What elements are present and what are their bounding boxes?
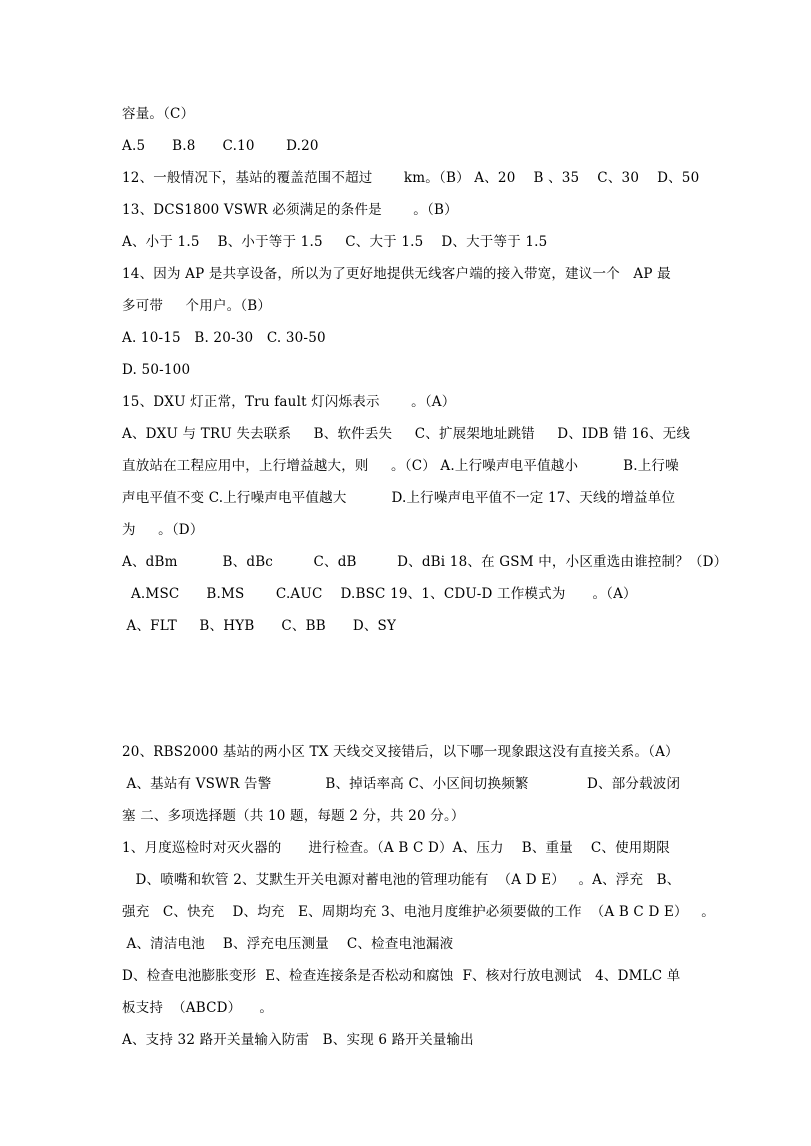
question-20: 20、RBS2000 基站的两小区 TX 天线交叉接错后，以下哪一现象跟这没有直接关系。（A） bbox=[122, 744, 679, 760]
question-12: 12、一般情况下，基站的覆盖范围不超过 km。（B） A、20 B 、35 C、30 D、50 bbox=[122, 170, 700, 186]
text-line: A、基站有 VSWR 告警 B、掉话率高 C、小区间切换频繁 D、部分载波闭 bbox=[122, 776, 681, 792]
text-line: 为 。（D） bbox=[122, 522, 204, 538]
text-line: D、喷嘴和软管 2、艾默生开关电源对蓄电池的管理功能有 （A D E） 。A、浮充 B、 bbox=[122, 872, 681, 888]
text-line: A、FLT B、HYB C、BB D、SY bbox=[122, 618, 397, 634]
text-line: A、清洁电池 B、浮充电压测量 C、检查电池漏液 bbox=[122, 936, 454, 952]
text-line: A.MSC B.MS C.AUC D.BSC 19、1、CDU-D 工作模式为 。（A） bbox=[122, 586, 637, 602]
text-line: D、检查电池膨胀变形 E、检查连接条是否松动和腐蚀 F、核对行放电测试 4、DMLC 单 bbox=[122, 968, 681, 984]
text-line: 多可带 个用户。（B） bbox=[122, 298, 272, 314]
text-line: 板支持 （ABCD） 。 bbox=[122, 1000, 274, 1016]
text-line: 直放站在工程应用中，上行增益越大，则 。（C） A.上行噪声电平值越小 B.上行噪 bbox=[122, 458, 679, 474]
text-line: 强充 C、快充 D、均充 E、周期均充 3、电池月度维护必须要做的工作 （A B C D E） 。 bbox=[122, 904, 715, 920]
text-line: 容量。（C） bbox=[122, 106, 195, 122]
question-14: 14、因为 AP 是共享设备，所以为了更好地提供无线客户端的接入带宽，建议一个 AP 最 bbox=[122, 266, 671, 282]
text-line: A、小于 1.5 B、小于等于 1.5 C、大于 1.5 D、大于等于 1.5 bbox=[122, 234, 548, 250]
question-13: 13、DCS1800 VSWR 必须满足的条件是 。（B） bbox=[122, 202, 458, 218]
question-15: 15、DXU 灯正常，Tru fault 灯闪烁表示 。（A） bbox=[122, 394, 456, 410]
text-line: D. 50-100 bbox=[122, 362, 191, 378]
text-line: A、dBm B、dBc C、dB D、dBi 18、在 GSM 中，小区重选由谁控制？（D） bbox=[122, 554, 728, 570]
text-line: A. 10-15 B. 20-30 C. 30-50 bbox=[122, 330, 326, 346]
multi-question-1: 1、月度巡检时对灭火器的 进行检查。（A B C D）A、压力 B、重量 C、使用期限 bbox=[122, 840, 670, 856]
text-line: 声电平值不变 C.上行噪声电平值越大 D.上行噪声电平值不一定 17、天线的增益单位 bbox=[122, 490, 676, 506]
section-heading: 塞 二、多项选择题（共 10 题，每题 2 分，共 20 分。） bbox=[122, 808, 465, 824]
text-line: A、支持 32 路开关量输入防雷 B、实现 6 路开关量输出 bbox=[122, 1032, 474, 1048]
text-line: A、DXU 与 TRU 失去联系 B、软件丢失 C、扩展架地址跳错 D、IDB 错 16、无线 bbox=[122, 426, 691, 442]
text-line: A.5 B.8 C.10 D.20 bbox=[122, 138, 319, 154]
